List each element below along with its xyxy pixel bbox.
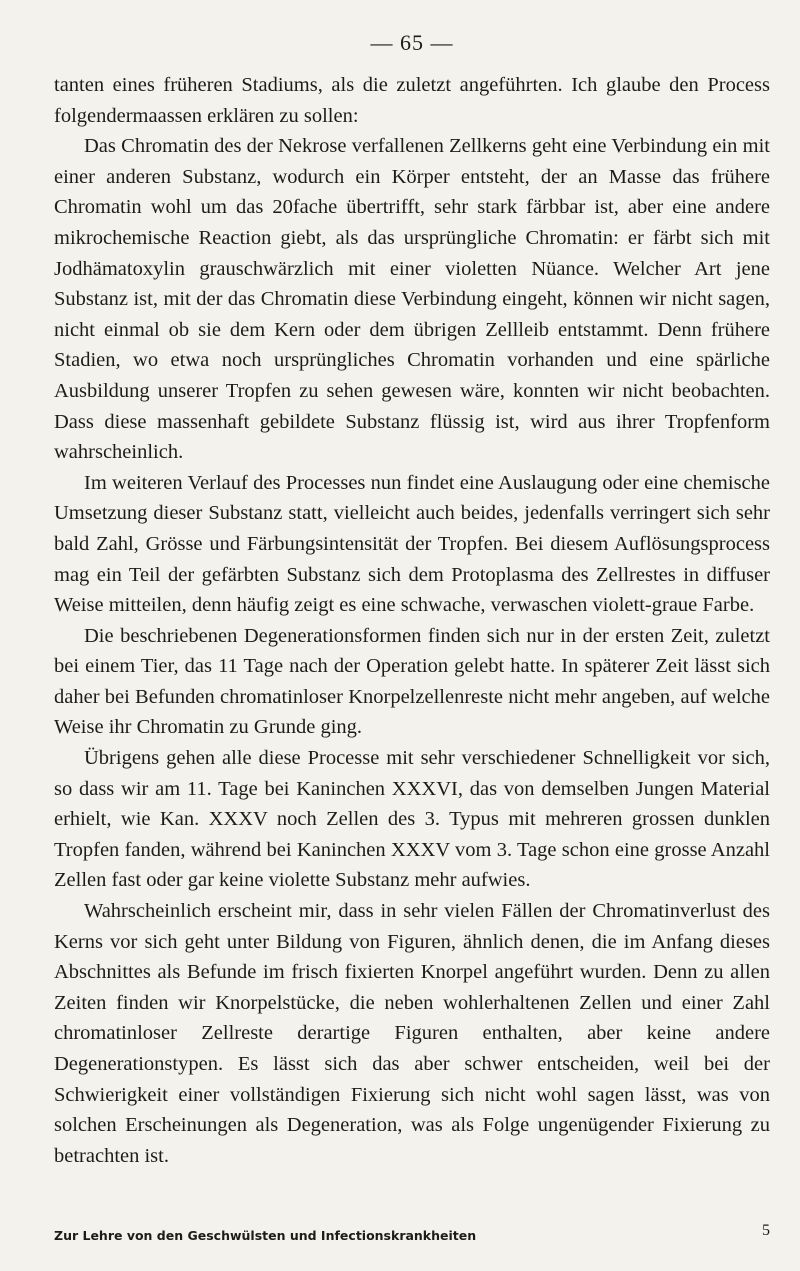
page-number: — 65 — [370, 30, 454, 55]
body-text [54, 70, 770, 1171]
running-title: Zur Lehre von den Geschwülsten und Infectionskrankheiten [54, 1228, 477, 1243]
page-footer [54, 1222, 770, 1243]
paragraph-4: Die beschriebenen Degenerationsformen finden sich nur in der ersten Zeit, zuletzt bei einem Tier, das 11 Tage nach der Operation gelebt hatte. In späterer Zeit lässt sich daher bei Befunden chromatinloser Knorpelzellenreste nicht mehr angeben, auf welche Weise ihr Chromatin zu Grunde ging. [54, 624, 770, 739]
paragraph-3: Im weiteren Verlauf des Processes nun findet eine Auslaugung oder eine chemische Umsetzung dieser Substanz statt, vielleicht auch beides, jedenfalls verringert sich sehr bald Zahl, Grösse und Färbungsintensität der Tropfen. Bei diesem Auflösungsprocess mag ein Teil der gefärbten Substanz sich dem Protoplasma des Zellrestes in diffuser Weise mitteilen, denn häufig zeigt es eine schwache, verwaschen violett-graue Farbe. [54, 471, 770, 617]
paragraph-5: Übrigens gehen alle diese Processe mit sehr verschiedener Schnelligkeit vor sich, so dass wir am 11. Tage bei Kaninchen XXXVI, das von demselben Jungen Material erhielt, wie Kan. XXXV noch Zellen des 3. Typus mit mehreren grossen dunklen Tropfen fanden, während bei Kaninchen XXXV vom 3. Tage schon eine grosse Anzahl Zellen fast oder gar keine violette Substanz mehr aufwies. [54, 747, 770, 892]
paragraph-2: Das Chromatin des der Nekrose verfallenen Zellkerns geht eine Verbindung ein mit einer anderen Substanz, wodurch ein Körper entsteht, der an Masse das frühere Chromatin wohl um das 20fache übertrifft, sehr stark färbbar ist, aber eine andere mikrochemische Reaction giebt, als das ursprüngliche Chromatin: er färbt sich mit Jodhämatoxylin grauschwärzlich mit einer violetten Nüance. Welcher Art jene Substanz ist, mit der das Chromatin diese Verbindung eingeht, können wir nicht sagen, nicht einmal ob sie dem Kern oder dem übrigen Zellleib entstammt. Denn frühere Stadien, wo etwa noch ursprüngliches Chromatin vorhanden und eine spärliche Ausbildung unserer Tropfen zu sehen gewesen wäre, konnten wir nicht beobachten. Dass diese massenhaft gebildete Substanz flüssig ist, wird aus ihrer Tropfenform wahrscheinlich. [54, 135, 770, 464]
signature-mark: 5 [762, 1222, 770, 1239]
paragraph-1: tanten eines früheren Stadiums, als die zuletzt angeführten. Ich glaube den Process folgendermaassen erklären zu sollen: [54, 74, 770, 127]
paragraph-6: Wahrscheinlich erscheint mir, dass in sehr vielen Fällen der Chromatinverlust des Kerns vor sich geht unter Bildung von Figuren, ähnlich denen, die im Anfang dieses Abschnittes als Befunde im frisch fixierten Knorpel angeführt wurden. Denn zu allen Zeiten finden wir Knorpelstücke, die neben wohlerhaltenen Zellen und einer Zahl chromatinloser Zellreste derartige Figuren enthalten, aber keine andere Degenerationstypen. Es lässt sich das aber schwer entscheiden, weil bei der Schwierigkeit einer vollständigen Fixierung sich nicht wohl sagen lässt, was von solchen Erscheinungen als Degeneration, was als Folge ungenügender Fixierung zu betrachten ist. [54, 900, 770, 1167]
